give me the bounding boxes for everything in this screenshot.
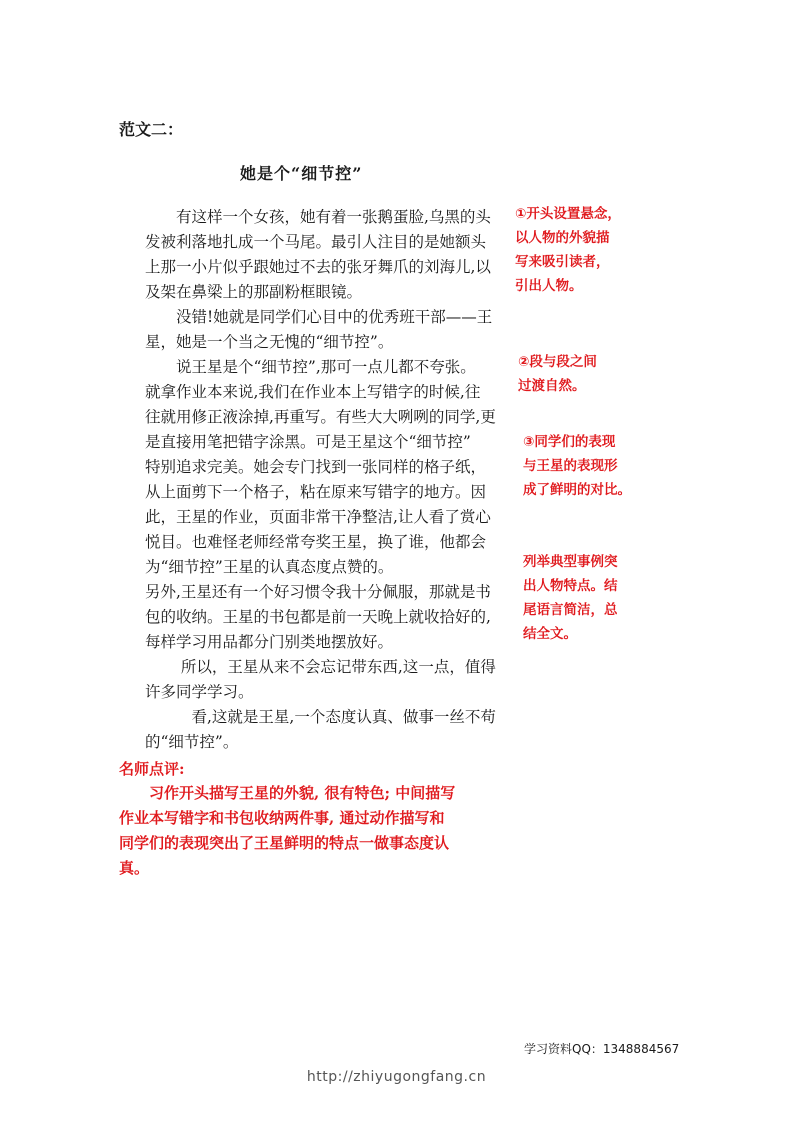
annotation-2 <box>518 350 597 398</box>
essay-line: 每样学习用品都分门别类地摆放好。 <box>145 633 394 651</box>
essay-line: 为“细节控”王星的认真态度点赞的。 <box>145 558 394 576</box>
comment-heading: 名师点评: <box>119 760 185 778</box>
annotation-line: 引出人物。 <box>515 278 583 294</box>
site-url: http://zhiyugongfang.cn <box>306 1069 487 1085</box>
essay-line: 没错!她就是同学们心目中的优秀班干部——王 <box>145 308 493 326</box>
annotation-line: ②段与段之间 <box>518 354 597 370</box>
essay-line: 上那一小片似乎跟她过不去的张牙舞爪的刘海儿,以 <box>145 258 491 276</box>
essay-line: 悦目。也难怪老师经常夸奖王星，换了谁，他都会 <box>145 533 487 551</box>
annotation-line: ①开头设置悬念， <box>515 206 621 222</box>
essay-line: 所以，王星从来不会忘记带东西,这一点，值得 <box>145 658 496 676</box>
comment-line: 真。 <box>119 859 150 877</box>
contact-info: 学习资料QQ：1348884567 <box>524 1042 680 1056</box>
essay-line: 特别追求完美。她会专门找到一张同样的格子纸， <box>145 458 487 476</box>
essay-line: 看,这就是王星,一个态度认真、做事一丝不苟 <box>145 708 496 726</box>
annotation-line: 结全文。 <box>523 626 577 642</box>
essay-title: 她是个“细节控” <box>240 164 363 183</box>
annotation-line: 与王星的表现形 <box>523 458 618 474</box>
annotation-1 <box>515 202 621 298</box>
comment-line: 同学们的表现突出了王星鲜明的特点一做事态度认 <box>119 834 450 852</box>
annotation-line: ③同学们的表现 <box>523 434 616 450</box>
essay-line: 星，她是一个当之无愧的“细节控”。 <box>145 333 394 351</box>
annotation-3 <box>523 430 631 502</box>
annotation-line: 成了鲜明的对比。 <box>523 482 631 498</box>
essay-line: 及架在鼻梁上的那副粉框眼镜。 <box>145 283 363 301</box>
essay-line: 是直接用笔把错字涂黑。可是王星这个“细节控” <box>145 433 471 451</box>
annotation-line: 写来吸引读者， <box>515 254 610 270</box>
essay-line: 说王星是个“细节控”,那可一点儿都不夸张。 <box>145 358 476 376</box>
essay-line: 就拿作业本来说,我们在作业本上写错字的时候,往 <box>145 383 481 401</box>
comment-line: 作业本写错字和书包收纳两件事, 通过动作描写和 <box>119 809 445 827</box>
essay-line: 从上面剪下一个格子，粘在原来写错字的地方。因 <box>145 483 487 501</box>
annotation-4 <box>523 550 618 646</box>
essay-line: 往就用修正液涂掉,再重写。有些大大咧咧的同学,更 <box>145 408 496 426</box>
essay-line: 包的收纳。王星的书包都是前一天晚上就收拾好的, <box>145 608 491 626</box>
section-heading: 范文二： <box>119 120 184 139</box>
essay-line: 发被利落地扎成一个马尾。最引人注目的是她额头 <box>145 233 487 251</box>
essay-line: 另外,王星还有一个好习惯令我十分佩服，那就是书 <box>145 583 491 601</box>
annotation-line: 列举典型事例突 <box>523 554 618 570</box>
annotation-line: 尾语言简洁，总 <box>523 602 618 618</box>
essay-line: 的“细节控”。 <box>145 733 239 751</box>
comment-line: 习作开头描写王星的外貌, 很有特色; 中间描写 <box>119 784 456 802</box>
annotation-line: 出人物特点。结 <box>523 578 618 594</box>
essay-line: 此，王星的作业，页面非常干净整洁,让人看了赏心 <box>145 508 491 526</box>
essay-line: 许多同学学习。 <box>145 683 254 701</box>
essay-line: 有这样一个女孩，她有着一张鹅蛋脸,乌黑的头 <box>145 208 491 226</box>
annotation-line: 以人物的外貌描 <box>515 230 610 246</box>
annotation-line: 过渡自然。 <box>518 378 586 394</box>
